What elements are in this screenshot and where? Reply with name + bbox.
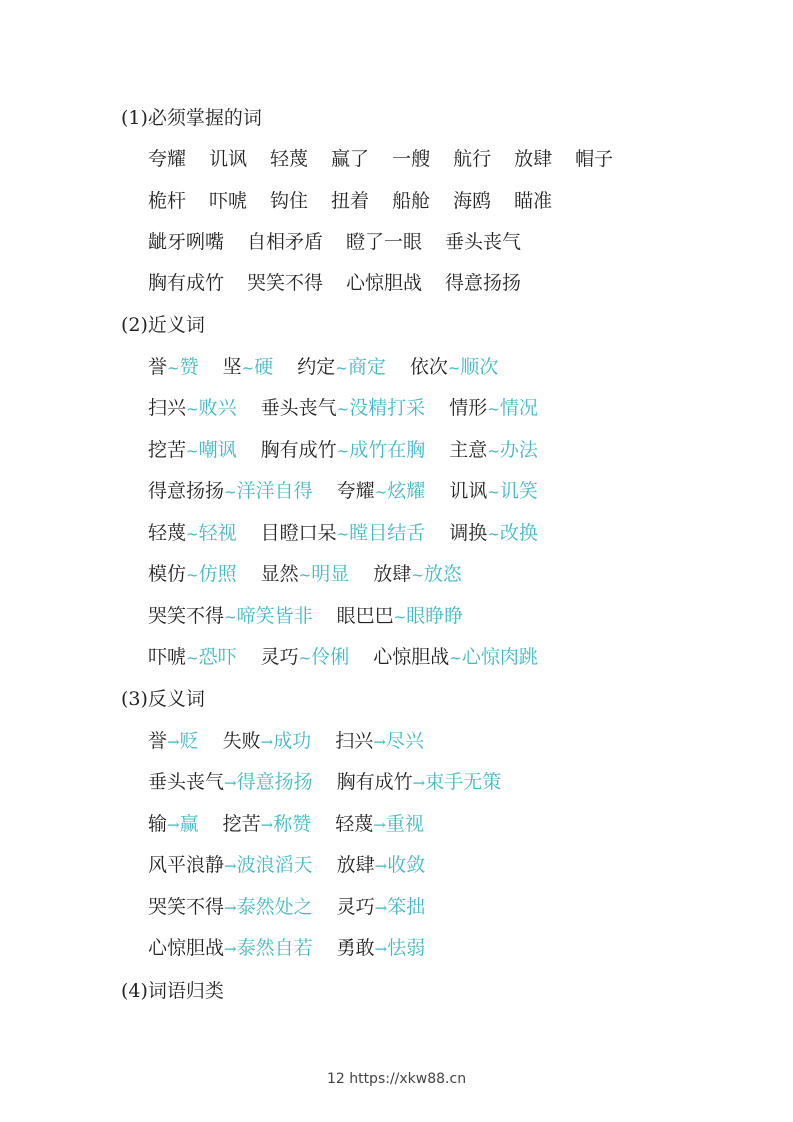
word-row (148, 230, 521, 254)
synonym-answer: 明显 (311, 563, 350, 585)
synonym-answer: 硬 (254, 356, 274, 378)
word: 一艘 (392, 148, 431, 170)
synonym-pair (223, 355, 274, 380)
idiom: 心惊胆战 (346, 272, 423, 294)
tilde-separator: ~ (449, 649, 462, 667)
word: 誉 (148, 356, 168, 378)
idiom: 哭笑不得 (247, 272, 324, 294)
word: 灵巧 (260, 646, 299, 668)
idiom: 龇牙咧嘴 (148, 231, 225, 253)
word: 赢了 (331, 148, 370, 170)
synonym-pair (148, 562, 237, 587)
synonym-answer: 轻视 (198, 522, 237, 544)
antonym-pair (148, 812, 199, 837)
synonym-row (148, 479, 538, 504)
tilde-separator: ~ (393, 608, 407, 626)
tilde-separator: ~ (186, 442, 199, 460)
synonym-pair (261, 438, 426, 463)
synonym-pair (337, 604, 464, 629)
arrow-separator: → (224, 899, 237, 917)
synonym-pair (261, 521, 426, 546)
arrow-separator: → (224, 774, 237, 792)
word: 依次 (409, 356, 448, 378)
tilde-separator: ~ (224, 483, 237, 501)
antonym-answer: 怯弱 (387, 937, 426, 959)
word: 吓唬 (148, 646, 187, 668)
synonym-pair (410, 355, 499, 380)
word: 船舱 (392, 190, 431, 212)
arrow-separator: → (374, 940, 388, 958)
arrow-separator: → (167, 733, 180, 751)
synonym-answer: 嘲讽 (198, 439, 237, 461)
word: 夸耀 (148, 148, 187, 170)
synonym-pair (297, 355, 386, 380)
word: 瞄准 (514, 190, 553, 212)
word: 放肆 (514, 148, 553, 170)
synonym-answer: 商定 (347, 356, 386, 378)
word: 扭着 (331, 190, 370, 212)
section-heading-synonyms: (2)近义词 (121, 314, 205, 336)
word: 垂头丧气 (260, 397, 337, 419)
word: 胸有成竹 (336, 771, 413, 793)
arrow-separator: → (224, 857, 237, 875)
word: 夸耀 (336, 480, 375, 502)
word: 航行 (453, 148, 492, 170)
word: 坚 (222, 356, 242, 378)
idiom: 得意扬扬 (445, 272, 522, 294)
synonym-answer: 成竹在胸 (349, 439, 426, 461)
word: 讥讽 (209, 148, 248, 170)
antonym-pair (148, 729, 199, 754)
tilde-separator: ~ (336, 525, 350, 543)
synonym-answer: 眼睁睁 (406, 605, 464, 627)
word: 放肆 (336, 854, 375, 876)
word: 显然 (260, 563, 299, 585)
antonym-pair (148, 853, 313, 878)
section-heading-antonyms: (3)反义词 (121, 688, 205, 710)
antonym-row (148, 895, 425, 920)
tilde-separator: ~ (186, 649, 199, 667)
synonym-pair (148, 521, 237, 546)
section-heading-word-categories: (4)词语归类 (121, 980, 224, 1002)
antonym-pair (337, 936, 426, 961)
antonym-answer: 收敛 (387, 854, 426, 876)
word: 轻蔑 (148, 522, 187, 544)
word: 扫兴 (335, 730, 374, 752)
word: 调换 (449, 522, 488, 544)
antonym-answer: 尽兴 (385, 730, 424, 752)
word: 胸有成竹 (260, 439, 337, 461)
tilde-separator: ~ (487, 442, 500, 460)
word: 主意 (449, 439, 488, 461)
antonym-row (148, 936, 425, 961)
tilde-separator: ~ (447, 359, 461, 377)
tilde-separator: ~ (298, 566, 312, 584)
synonym-pair (148, 438, 237, 463)
word: 约定 (297, 356, 336, 378)
tilde-separator: ~ (336, 400, 350, 418)
tilde-separator: ~ (335, 359, 348, 377)
arrow-separator: → (260, 733, 274, 751)
synonym-answer: 炫耀 (387, 480, 426, 502)
arrow-separator: → (412, 774, 426, 792)
antonym-pair (148, 936, 313, 961)
word: 垂头丧气 (148, 771, 225, 793)
idiom: 瞪了一眼 (346, 231, 423, 253)
word: 挖苦 (222, 813, 261, 835)
synonym-pair (148, 645, 237, 670)
tilde-separator: ~ (298, 649, 312, 667)
antonym-row (148, 812, 424, 837)
section-heading-must-master: (1)必须掌握的词 (121, 107, 262, 129)
synonym-answer: 顺次 (460, 356, 499, 378)
word: 轻蔑 (335, 813, 374, 835)
word: 得意扬扬 (148, 480, 225, 502)
synonym-row (148, 604, 463, 629)
antonym-pair (337, 895, 426, 920)
antonym-pair (148, 895, 313, 920)
word: 情形 (449, 397, 488, 419)
tilde-separator: ~ (487, 400, 500, 418)
tilde-separator: ~ (411, 566, 424, 584)
antonym-pair (335, 729, 424, 754)
synonym-pair (148, 355, 199, 380)
word: 海鸥 (453, 190, 492, 212)
word: 风平浪静 (148, 854, 225, 876)
word: 桅杆 (148, 190, 187, 212)
antonym-pair (148, 770, 313, 795)
word: 模仿 (148, 563, 187, 585)
synonym-answer: 仿照 (198, 563, 237, 585)
synonym-row (148, 562, 462, 587)
word: 目瞪口呆 (260, 522, 337, 544)
page-footer: 12 https://xkw88.cn (326, 1071, 467, 1087)
tilde-separator: ~ (336, 442, 350, 460)
synonym-answer: 恐吓 (198, 646, 237, 668)
antonym-pair (337, 770, 502, 795)
word: 心惊胆战 (373, 646, 450, 668)
synonym-pair (148, 396, 237, 421)
antonym-pair (223, 812, 312, 837)
synonym-answer: 啼笑皆非 (236, 605, 313, 627)
word: 帽子 (575, 148, 614, 170)
arrow-separator: → (167, 816, 180, 834)
tilde-separator: ~ (241, 359, 255, 377)
synonym-pair (261, 645, 350, 670)
synonym-pair (337, 479, 426, 504)
tilde-separator: ~ (186, 400, 199, 418)
word: 钩住 (270, 190, 309, 212)
synonym-row (148, 521, 538, 546)
synonym-row (148, 645, 538, 670)
synonym-pair (449, 479, 538, 504)
tilde-separator: ~ (487, 525, 500, 543)
idiom: 自相矛盾 (247, 231, 324, 253)
synonym-row (148, 355, 498, 380)
arrow-separator: → (224, 940, 237, 958)
antonym-answer: 得意扬扬 (236, 771, 313, 793)
antonym-answer: 成功 (273, 730, 312, 752)
arrow-separator: → (373, 816, 386, 834)
antonym-pair (223, 729, 312, 754)
antonym-answer: 重视 (385, 813, 424, 835)
arrow-separator: → (374, 899, 388, 917)
word-row (148, 147, 613, 171)
synonym-pair (449, 438, 538, 463)
antonym-answer: 笨拙 (387, 896, 426, 918)
word: 轻蔑 (270, 148, 309, 170)
antonym-answer: 贬 (179, 730, 199, 752)
antonym-answer: 泰然自若 (236, 937, 313, 959)
antonym-pair (337, 853, 426, 878)
synonym-pair (373, 645, 538, 670)
word: 勇敢 (336, 937, 375, 959)
tilde-separator: ~ (374, 483, 388, 501)
synonym-answer: 没精打采 (349, 397, 426, 419)
synonym-pair (261, 562, 350, 587)
word-row (148, 189, 552, 213)
synonym-pair (449, 396, 538, 421)
synonym-pair (449, 521, 538, 546)
antonym-answer: 束手无策 (425, 771, 502, 793)
synonym-answer: 放恣 (423, 563, 462, 585)
arrow-separator: → (374, 857, 388, 875)
antonym-answer: 波浪滔天 (236, 854, 313, 876)
synonym-answer: 伶俐 (311, 646, 350, 668)
synonym-answer: 讥笑 (499, 480, 538, 502)
antonym-answer: 称赞 (273, 813, 312, 835)
idiom: 胸有成竹 (148, 272, 225, 294)
synonym-answer: 赞 (179, 356, 199, 378)
word: 哭笑不得 (148, 896, 225, 918)
synonym-pair (148, 479, 313, 504)
synonym-answer: 情况 (499, 397, 538, 419)
synonym-row (148, 438, 538, 463)
word: 放肆 (373, 563, 412, 585)
antonym-answer: 赢 (179, 813, 199, 835)
synonym-pair (148, 604, 313, 629)
tilde-separator: ~ (167, 359, 180, 377)
word: 吓唬 (209, 190, 248, 212)
synonym-answer: 洋洋自得 (236, 480, 313, 502)
word: 输 (148, 813, 168, 835)
word: 哭笑不得 (148, 605, 225, 627)
word: 讥讽 (449, 480, 488, 502)
word: 誉 (148, 730, 168, 752)
word: 扫兴 (148, 397, 187, 419)
tilde-separator: ~ (224, 608, 237, 626)
word: 灵巧 (336, 896, 375, 918)
synonym-answer: 改换 (499, 522, 538, 544)
antonym-row (148, 770, 501, 795)
synonym-answer: 败兴 (198, 397, 237, 419)
tilde-separator: ~ (487, 483, 500, 501)
tilde-separator: ~ (186, 525, 199, 543)
word: 心惊胆战 (148, 937, 225, 959)
synonym-answer: 办法 (499, 439, 538, 461)
antonym-row (148, 853, 425, 878)
synonym-pair (261, 396, 426, 421)
word: 挖苦 (148, 439, 187, 461)
synonym-row (148, 396, 538, 421)
antonym-pair (335, 812, 424, 837)
arrow-separator: → (260, 816, 274, 834)
arrow-separator: → (373, 733, 386, 751)
synonym-pair (373, 562, 462, 587)
synonym-answer: 瞠目结舌 (349, 522, 426, 544)
idiom: 垂头丧气 (445, 231, 522, 253)
antonym-answer: 泰然处之 (236, 896, 313, 918)
antonym-row (148, 729, 424, 754)
word: 失败 (222, 730, 261, 752)
synonym-answer: 心惊肉跳 (461, 646, 538, 668)
tilde-separator: ~ (186, 566, 199, 584)
word-row (148, 271, 521, 295)
word: 眼巴巴 (336, 605, 394, 627)
